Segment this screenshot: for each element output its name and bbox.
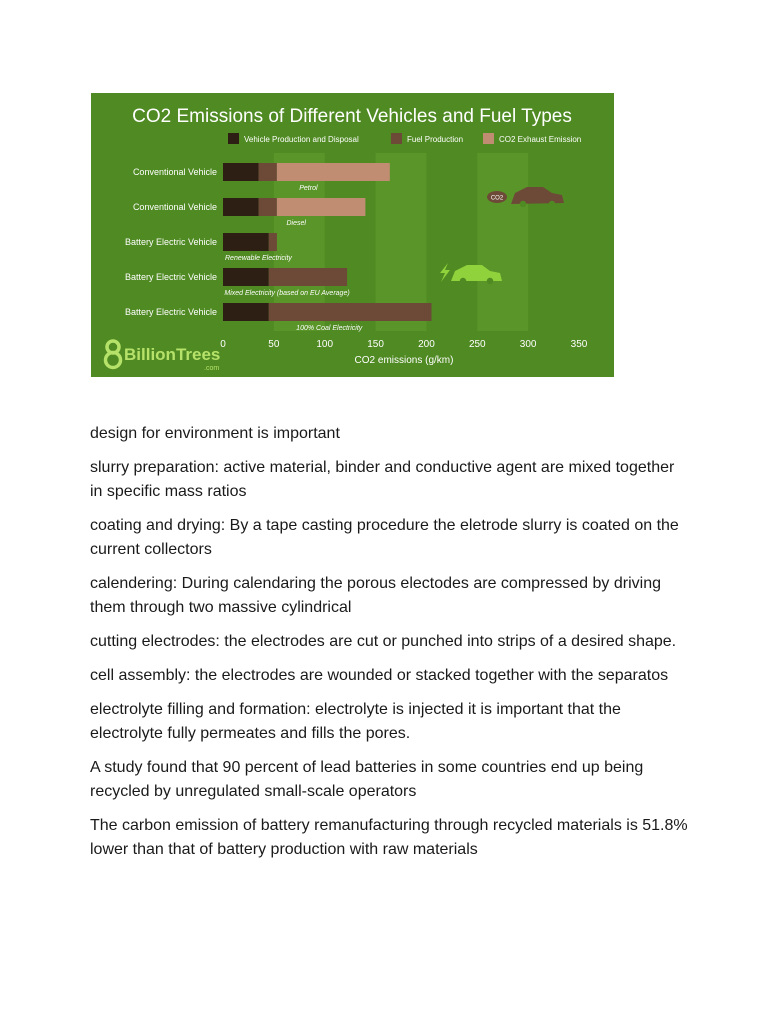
bar-segment [223, 268, 269, 286]
x-tick-label: 0 [220, 339, 226, 350]
legend-swatch [228, 133, 239, 144]
legend-label: Vehicle Production and Disposal [244, 135, 359, 144]
emissions-chart-image [91, 93, 614, 377]
legend-swatch [483, 133, 494, 144]
electric-car-wheel-rear [487, 278, 493, 284]
electric-car-wheel-front [460, 278, 466, 284]
background-stripe [477, 153, 528, 331]
x-tick-label: 150 [367, 339, 384, 350]
chart-title: CO2 Emissions of Different Vehicles and Fuel Types [132, 106, 572, 127]
bar-segment [259, 163, 277, 181]
co2-car-wheel-front [520, 201, 526, 207]
bar-segment [277, 198, 365, 216]
paragraph: slurry preparation: active material, binder and conductive agent are mixed together in specific mass ratios [90, 459, 675, 500]
co2-cloud-label: CO2 [490, 195, 504, 202]
legend-label: Fuel Production [407, 135, 464, 144]
category-label: Conventional Vehicle [132, 202, 217, 212]
paragraph: The carbon emission of battery remanufacturing through recycled materials is 51.8% lower than that of battery production with raw materials [90, 817, 688, 858]
bar-annotation: Diesel [286, 220, 306, 227]
bar-annotation: Mixed Electricity (based on EU Average) [224, 290, 350, 297]
paragraph: electrolyte filling and formation: electrolyte is injected it is important that the electrolyte fully permeates and fills the pores. [90, 701, 621, 742]
x-tick-label: 100 [316, 339, 334, 350]
bar-segment [259, 198, 277, 216]
paragraph: cutting electrodes: the electrodes are cut or punched into strips of a desired shape. [90, 633, 677, 650]
category-label: Battery Electric Vehicle [124, 307, 217, 317]
paragraph: coating and drying: By a tape casting procedure the eletrode slurry is coated on the current collectors [90, 517, 679, 558]
bar-segment [223, 163, 259, 181]
bar-segment [223, 233, 269, 251]
x-tick-label: 250 [468, 339, 486, 350]
logo-dotcom: .com [204, 365, 220, 372]
category-label: Battery Electric Vehicle [124, 272, 217, 282]
paragraph: calendering: During calendaring the porous electodes are compressed by driving them through two massive cylindrical [90, 575, 661, 616]
category-label: Battery Electric Vehicle [124, 237, 217, 247]
document-body [90, 422, 690, 872]
bar-annotation: Petrol [299, 185, 318, 192]
x-axis-label: CO2 emissions (g/km) [354, 355, 454, 366]
category-label: Conventional Vehicle [132, 167, 217, 177]
bar-segment [277, 163, 390, 181]
x-tick-label: 350 [570, 339, 588, 350]
bar-annotation: Renewable Electricity [225, 255, 292, 262]
x-tick-label: 200 [418, 339, 435, 350]
bar-segment [223, 198, 259, 216]
x-tick-label: 50 [268, 339, 280, 350]
x-tick-label: 300 [519, 339, 537, 350]
legend-label: CO2 Exhaust Emission [499, 135, 582, 144]
paragraph: design for environment is important [90, 425, 340, 442]
bar-segment [223, 303, 269, 321]
bar-annotation: 100% Coal Electricity [296, 325, 363, 332]
paragraph: A study found that 90 percent of lead batteries in some countries end up being recycled by unregulated small-scale operators [90, 759, 644, 800]
bar-segment [269, 303, 432, 321]
co2-car-wheel-rear [549, 201, 555, 207]
chart-svg [91, 93, 614, 377]
paragraph: cell assembly: the electrodes are wounded or stacked together with the separatos [90, 667, 669, 684]
legend-swatch [391, 133, 402, 144]
bar-segment [269, 268, 347, 286]
logo-wordmark: BillionTrees [124, 345, 221, 364]
bar-segment [269, 233, 277, 251]
